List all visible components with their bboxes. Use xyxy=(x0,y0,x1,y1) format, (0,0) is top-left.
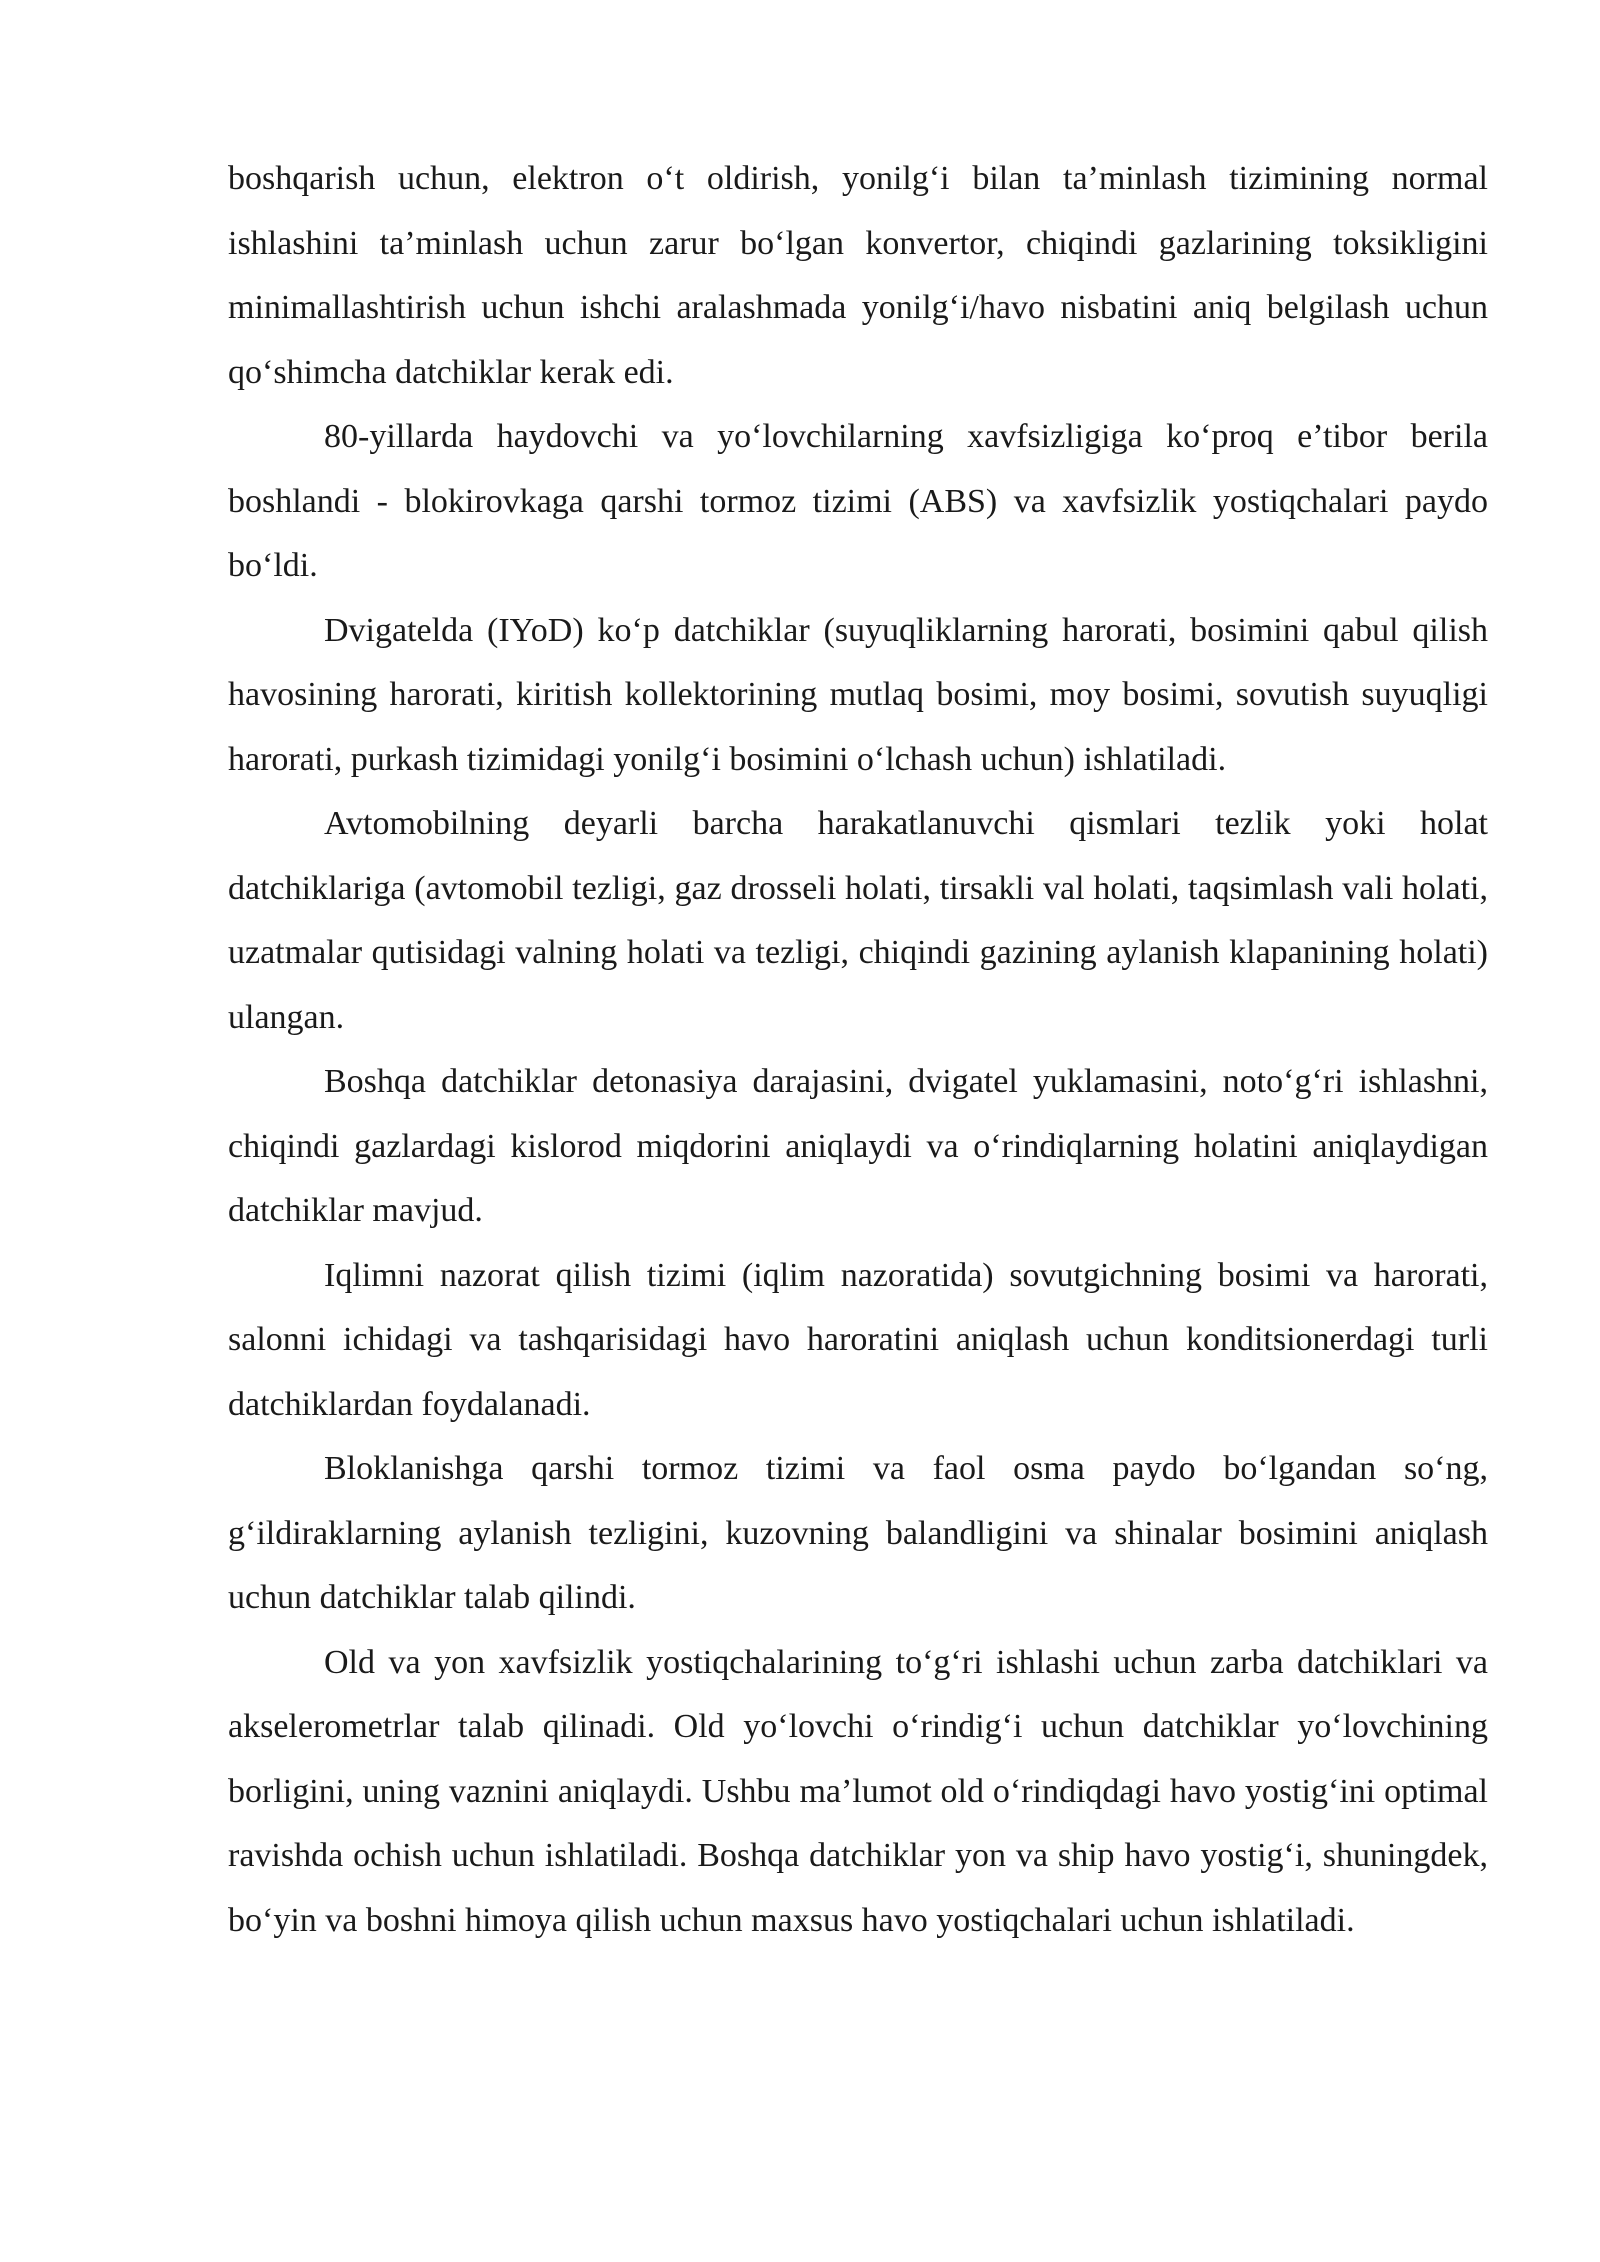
paragraph-2: 80-yillarda haydovchi va yo‘lovchilarning xavfsizligiga ko‘proq e’tibor berila boshlandi - blokirovkaga qarshi tormoz tizimi (ABS) va xavfsizlik yostiqchalari paydo bo‘ldi. xyxy=(228,418,1488,584)
document-page xyxy=(228,147,1488,1953)
paragraph-8: Old va yon xavfsizlik yostiqchalarining to‘g‘ri ishlashi uchun zarba datchiklari va akselerometrlar talab qilinadi. Old yo‘lovchi o‘rindig‘i uchun datchiklar yo‘lovchining borligini, uning vaznini aniqlaydi. Ushbu ma’lumot old o‘rindiqdagi havo yostig‘ini optimal ravishda ochish uchun ishlatiladi. Boshqa datchiklar yon va ship havo yostig‘i, shuningdek, bo‘yin va boshni himoya qilish uchun maxsus havo yostiqchalari uchun ishlatiladi. xyxy=(228,1643,1488,1939)
paragraph-4: Avtomobilning deyarli barcha harakatlanuvchi qismlari tezlik yoki holat datchiklariga (avtomobil tezligi, gaz drosseli holati, tirsakli val holati, taqsimlash vali holati, uzatmalar qutisidagi valning holati va tezligi, chiqindi gazining aylanish klapanining holati) ulangan. xyxy=(228,805,1488,1036)
paragraph-7: Bloklanishga qarshi tormoz tizimi va faol osma paydo bo‘lgandan so‘ng, g‘ildiraklarning aylanish tezligini, kuzovning balandligini va shinalar bosimini aniqlash uchun datchiklar talab qilindi. xyxy=(228,1450,1488,1616)
paragraph-6: Iqlimni nazorat qilish tizimi (iqlim nazoratida) sovutgichning bosimi va harorati, salonni ichidagi va tashqarisidagi havo haroratini aniqlash uchun konditsionerdagi turli datchiklardan foydalanadi. xyxy=(228,1256,1488,1423)
paragraph-5: Boshqa datchiklar detonasiya darajasini, dvigatel yuklamasini, noto‘g‘ri ishlashni, chiqindi gazlardagi kislorod miqdorini aniqlaydi va o‘rindiqlarning holatini aniqlaydigan datchiklar mavjud. xyxy=(228,1063,1488,1229)
paragraph-1: boshqarish uchun, elektron o‘t oldirish, yonilg‘i bilan ta’minlash tizimining normal ishlashini ta’minlash uchun zarur bo‘lgan konvertor, chiqindi gazlarining toksikligini minimallashtirish uchun ishchi aralashmada yonilg‘i/havo nisbatini aniq belgilash uchun qo‘shimcha datchiklar kerak edi. xyxy=(228,160,1488,391)
paragraph-3: Dvigatelda (IYoD) ko‘p datchiklar (suyuqliklarning harorati, bosimini qabul qilish havosining harorati, kiritish kollektorining mutlaq bosimi, moy bosimi, sovutish suyuqligi harorati, purkash tizimidagi yonilg‘i bosimini o‘lchash uchun) ishlatiladi. xyxy=(228,611,1488,778)
